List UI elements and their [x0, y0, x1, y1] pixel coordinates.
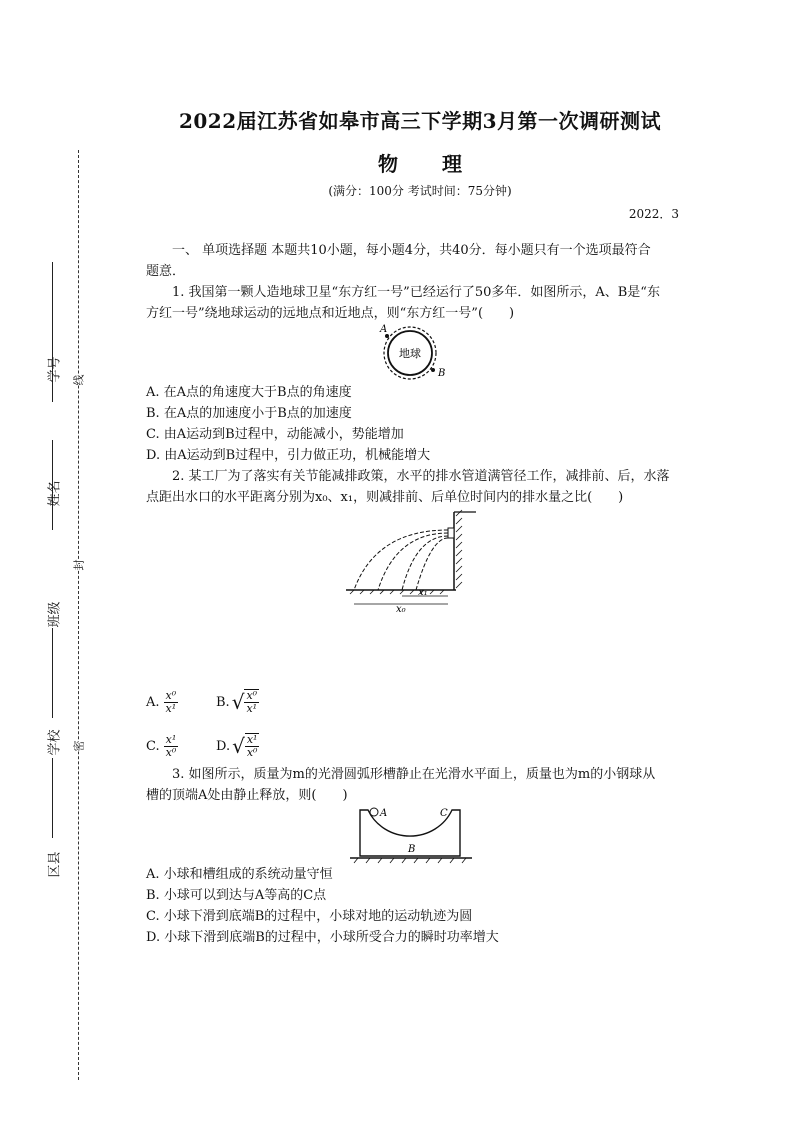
- option-letter: C.: [146, 738, 160, 754]
- q1-stem-cont: 方红一号”绕地球运动的远地点和近地点，则“东方红一号”( ): [146, 306, 515, 321]
- subject-char: 物: [378, 152, 398, 176]
- earth-label: 地球: [399, 347, 421, 360]
- q3-option-a: A. 小球和槽组成的系统动量守恒: [146, 867, 333, 882]
- q2-figure: [146, 508, 684, 612]
- numerator: x⁰: [165, 688, 177, 702]
- square-root: √ $\frac{\text{x⁰}}{\text{x¹}}$: [231, 689, 258, 715]
- label-c: C: [440, 808, 448, 819]
- margin-field-school: 学校: [47, 729, 63, 756]
- q2-option-d: [216, 733, 286, 759]
- q2-choice-row: [146, 724, 286, 768]
- q1-option-b: B. 在A点的加速度小于B点的加速度: [146, 406, 352, 421]
- denominator: x¹: [246, 702, 258, 715]
- exam-date: 2022．3: [628, 207, 679, 221]
- q2-choices: [146, 680, 286, 768]
- margin-field-class: 班级: [47, 601, 63, 628]
- fraction: [164, 734, 179, 759]
- seal-word-line: 线: [72, 374, 86, 386]
- q1-figure: [146, 324, 684, 382]
- q2-stem: 2. 某工厂为了落实有关节能减排政策，水平的排水管道满管径工作，减排前、后，水落: [172, 469, 670, 484]
- subject-char: 理: [442, 152, 462, 176]
- binding-dashed-line: [78, 150, 79, 1080]
- fraction: [245, 733, 260, 759]
- q3-stem: 3. 如图所示，质量为m的光滑圆弧形槽静止在光滑水平面上，质量也为m的小钢球从: [172, 767, 656, 782]
- q2-stem-cont: 点距出水口的水平距离分别为x₀、x₁，则减排前、后单位时间内的排水量之比( ): [146, 490, 624, 505]
- label-a: A: [380, 808, 388, 819]
- denominator: x⁰: [165, 745, 177, 759]
- section-intro-cont: 题意．: [146, 264, 186, 279]
- denominator: x¹: [165, 701, 177, 715]
- margin-field-name: 姓名: [47, 480, 63, 507]
- fraction: [164, 690, 179, 715]
- q1-option-a: A. 在A点的角速度大于B点的角速度: [146, 385, 352, 400]
- section-intro: 一、 单项选择题 本题共10小题，每小题4分，共40分．每小题只有一个选项最符合: [172, 243, 651, 258]
- margin-field-district: 区县: [47, 851, 63, 878]
- numerator: x¹: [246, 733, 258, 746]
- q3-content: [146, 764, 684, 948]
- option-letter: D.: [216, 738, 231, 754]
- q2-option-b: [216, 689, 286, 715]
- q3-option-d: D. 小球下滑到底端B的过程中，小球所受合力的瞬时功率增大: [146, 930, 499, 945]
- q1-option-d: D. 由A运动到B过程中，引力做正功，机械能增大: [146, 448, 431, 463]
- denominator: x⁰: [246, 746, 258, 759]
- margin-underline: [52, 628, 53, 718]
- label-x1: x₁: [418, 587, 428, 598]
- exam-info: (满分：100分 考试时间：75分钟): [328, 184, 512, 198]
- option-letter: B.: [216, 694, 230, 710]
- margin-field-student-id: 学号: [47, 356, 63, 383]
- seal-word-seal: 封: [72, 559, 86, 571]
- q3-stem-cont: 槽的顶端A处由静止释放，则( ): [146, 788, 348, 803]
- option-letter: A.: [146, 694, 160, 710]
- label-b: B: [408, 844, 416, 855]
- q2-choice-row: [146, 680, 286, 724]
- q2-option-c: [146, 734, 216, 759]
- seal-word-secret: 密: [72, 740, 86, 752]
- margin-underline: [52, 758, 53, 838]
- numerator: x¹: [165, 732, 177, 746]
- q2-option-a: [146, 690, 216, 715]
- subject-title: [160, 148, 680, 177]
- numerator: x⁰: [246, 689, 258, 702]
- q1-stem: 1. 我国第一颗人造地球卫星“东方红一号”已经运行了50多年．如图所示，A、B是“东: [172, 285, 660, 300]
- square-root: √ $\frac{\text{x¹}}{\text{x⁰}}$: [232, 733, 258, 759]
- label-x0: x₀: [396, 604, 406, 612]
- question-content: [146, 240, 684, 612]
- fraction: [244, 689, 259, 715]
- q3-option-b: B. 小球可以到达与A等高的C点: [146, 888, 327, 903]
- q3-figure: [146, 806, 684, 864]
- exam-title: 2022届江苏省如皋市高三下学期3月第一次调研测试: [178, 109, 662, 133]
- q3-option-c: C. 小球下滑到底端B的过程中，小球对地的运动轨迹为圆: [146, 909, 473, 924]
- point-a-label: A: [380, 324, 388, 335]
- point-b-label: B: [438, 368, 446, 379]
- q1-option-c: C. 由A运动到B过程中，动能减小，势能增加: [146, 427, 404, 442]
